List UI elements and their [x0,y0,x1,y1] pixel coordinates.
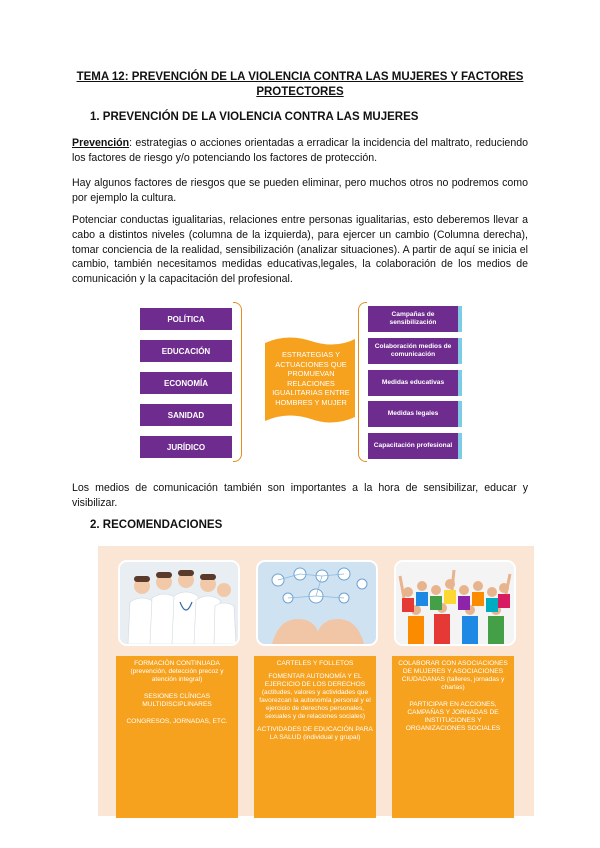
column-text-training [118,660,236,735]
paragraph-media: Los medios de comunicación también son importantes a la hora de sensibilizar, educar y visibilizar. [72,482,528,509]
definition-paragraph [72,136,528,166]
level-box: POLÍTICA [140,308,232,330]
action-box: Colaboración medios de comunicación [368,338,462,364]
action-box: Medidas legales [368,401,462,427]
column-item: FOMENTAR AUTONOMÍA Y EL EJERCICIO DE LOS DERECHOS (actitudes, valores y actividades que favorezcan la autonomía personal y el ejercicio de derechos personales, sexuales y de relaciones sociales) [259,673,371,720]
column-item: CONGRESOS, JORNADAS, ETC. [126,718,228,725]
recommendations-graphic [98,546,534,816]
left-bracket [233,302,242,462]
action-box: Campañas de sensibilización [368,306,462,332]
prevention-diagram [136,297,464,467]
crowd-people-photo [394,560,516,646]
column-item: COLABORAR CON ASOCIACIONES DE MUJERES Y ASOCIACIONES CIUDADANAS (talleres, jornadas y charlas) [398,660,508,691]
definition-term: Prevención [72,137,130,149]
medical-staff-photo [118,560,240,646]
paragraph-risk-factors: Hay algunos factores de riesgos que se pueden eliminar, pero muchos otros no podremos como por ejemplo la cultura. [72,177,528,204]
column-item: FORMACIÓN CONTINUADA (prevención, detección precoz y atención integral) [130,660,224,683]
column-item: ACTIVIDADES DE EDUCACIÓN PARA LA SALUD (individual y grupal) [257,726,373,741]
level-box: EDUCACIÓN [140,340,232,362]
paragraph-equality: Potenciar conductas igualitarias, relaciones entre personas igualitarias, esto deberemos llevar a cabo a distintos niveles (columna de la izquierda), para ejercer un cambio (Columna derecha), tomar conciencia de la realidad, sensibilización (analizar situaciones). A partir de aquí se inicia el cambio, también necesitamos medidas educativas,legales, la colaboración de los medios de comunicación y la capacitación del profesional. [72,214,528,286]
action-box: Capacitación profesional [368,433,462,459]
column-text-education [256,660,374,751]
column-item: SESIONES CLÍNICAS MULTIDISCIPLINARES [142,693,212,708]
level-box: SANIDAD [140,404,232,426]
right-bracket [358,302,367,462]
action-box: Medidas educativas [368,370,462,396]
level-box: ECONOMÍA [140,372,232,394]
section-heading-1: 1. PREVENCIÓN DE LA VIOLENCIA CONTRA LAS MUJERES [90,111,419,123]
column-text-associations [394,660,512,742]
definition-text: : estrategias o acciones orientadas a erradicar la incidencia del maltrato, reduciendo los factores de riesgo y/o potenciando los factores de protección. [72,137,528,164]
column-item: CARTELES Y FOLLETOS [276,660,354,667]
level-box: JURÍDICO [140,436,232,458]
page-title: TEMA 12: PREVENCIÓN DE LA VIOLENCIA CONTRA LAS MUJERES Y FACTORES PROTECTORES [76,71,524,98]
section-heading-2: 2. RECOMENDACIONES [90,519,223,531]
center-strategy-text: ESTRATEGIAS Y ACTUACIONES QUE PROMUEVAN RELACIONES IGUALITARIAS ENTRE HOMBRES Y MUJER [272,350,350,407]
hands-network-photo [256,560,378,646]
column-item: PARTICIPAR EN ACCIONES, CAMPAÑAS Y JORNADAS DE INSTITUCIONES Y ORGANIZACIONES SOCIALES [405,701,501,732]
